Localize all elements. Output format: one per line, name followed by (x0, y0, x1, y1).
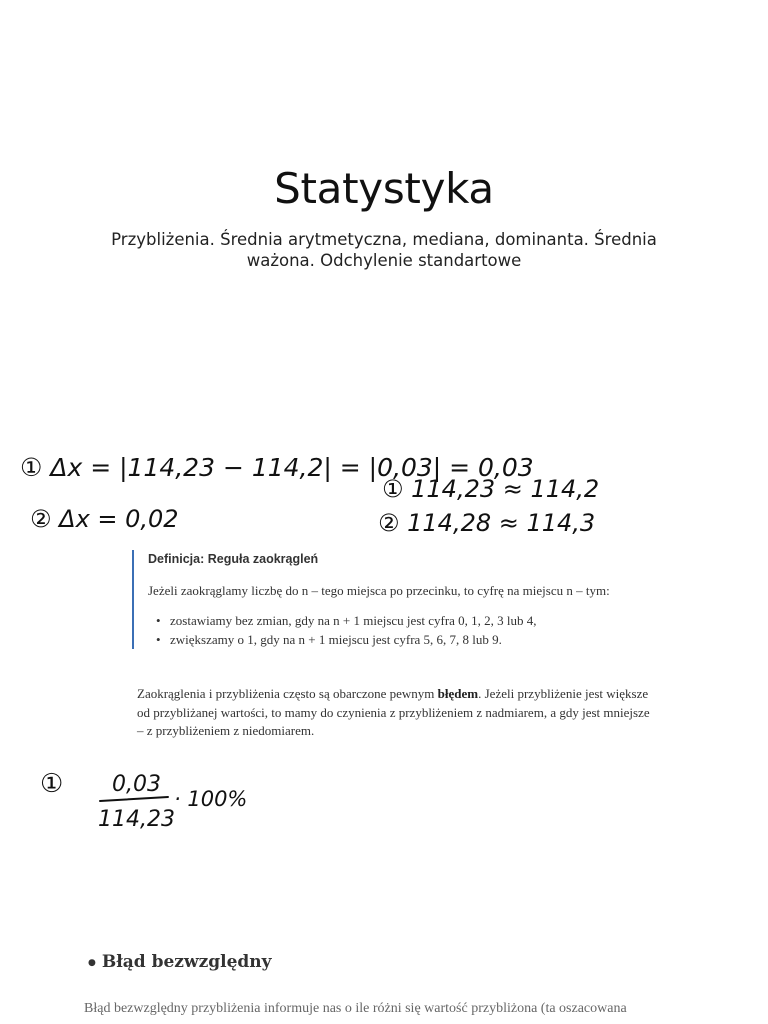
note-paragraph (137, 685, 657, 741)
list-item: • zostawiamy bez zmian, gdy na n + 1 miejscu jest cyfra 0, 1, 2, 3 lub 4, (148, 611, 537, 630)
definition-body: Jeżeli zaokrąglamy liczbę do n – tego miejsca po przecinku, to cyfrę na miejscu n – tym: (148, 583, 610, 598)
definition-title: Definicja: Reguła zaokrągleń (148, 552, 319, 566)
note-emphasis: błędem (437, 686, 479, 701)
handwritten-fraction-tail: · 100% (174, 787, 248, 811)
handwritten-right-2: ② 114,28 ≈ 114,3 (378, 509, 596, 537)
handwritten-line-1: ① Δx = |114,23 − 114,2| = |0,03| = 0,03 (20, 453, 534, 482)
definition-box (132, 550, 652, 649)
handwritten-fraction-marker: ① (40, 769, 64, 799)
handwritten-fraction-denominator: 114,23 (98, 807, 175, 832)
section-heading (88, 952, 272, 972)
page-subtitle: Przybliżenia. Średnia arytmetyczna, mediana, dominanta. Średnia ważona. Odchylenie standartowe (111, 230, 657, 270)
section-body: Błąd bezwzględny przybliżenia informuje nas o ile różni się wartość przybliżona (ta oszacowana (84, 1001, 627, 1016)
bullet-icon: ● (88, 957, 96, 968)
handwritten-fraction-bar (100, 797, 168, 801)
section-heading-text: Błąd bezwzględny (101, 952, 272, 972)
handwritten-fraction-numerator: 0,03 (112, 772, 161, 797)
note-text: . Jeżeli przybliżenie jest większe od przybliżanej wartości, to mamy do czynienia z przybliżeniem z nadmiarem, a gdy jest mniejsze – z przybliżeniem z niedomiarem. (137, 686, 650, 738)
list-item: • zwiększamy o 1, gdy na n + 1 miejscu jest cyfra 5, 6, 7, 8 lub 9. (148, 630, 537, 649)
definition-list (148, 611, 537, 649)
page-title: Statystyka (274, 164, 494, 213)
note-text: Zaokrąglenia i przybliżenia często są obarczone pewnym (137, 686, 438, 701)
handwritten-right-1: ① 114,23 ≈ 114,2 (382, 475, 600, 503)
handwritten-line-2: ② Δx = 0,02 (30, 505, 179, 533)
